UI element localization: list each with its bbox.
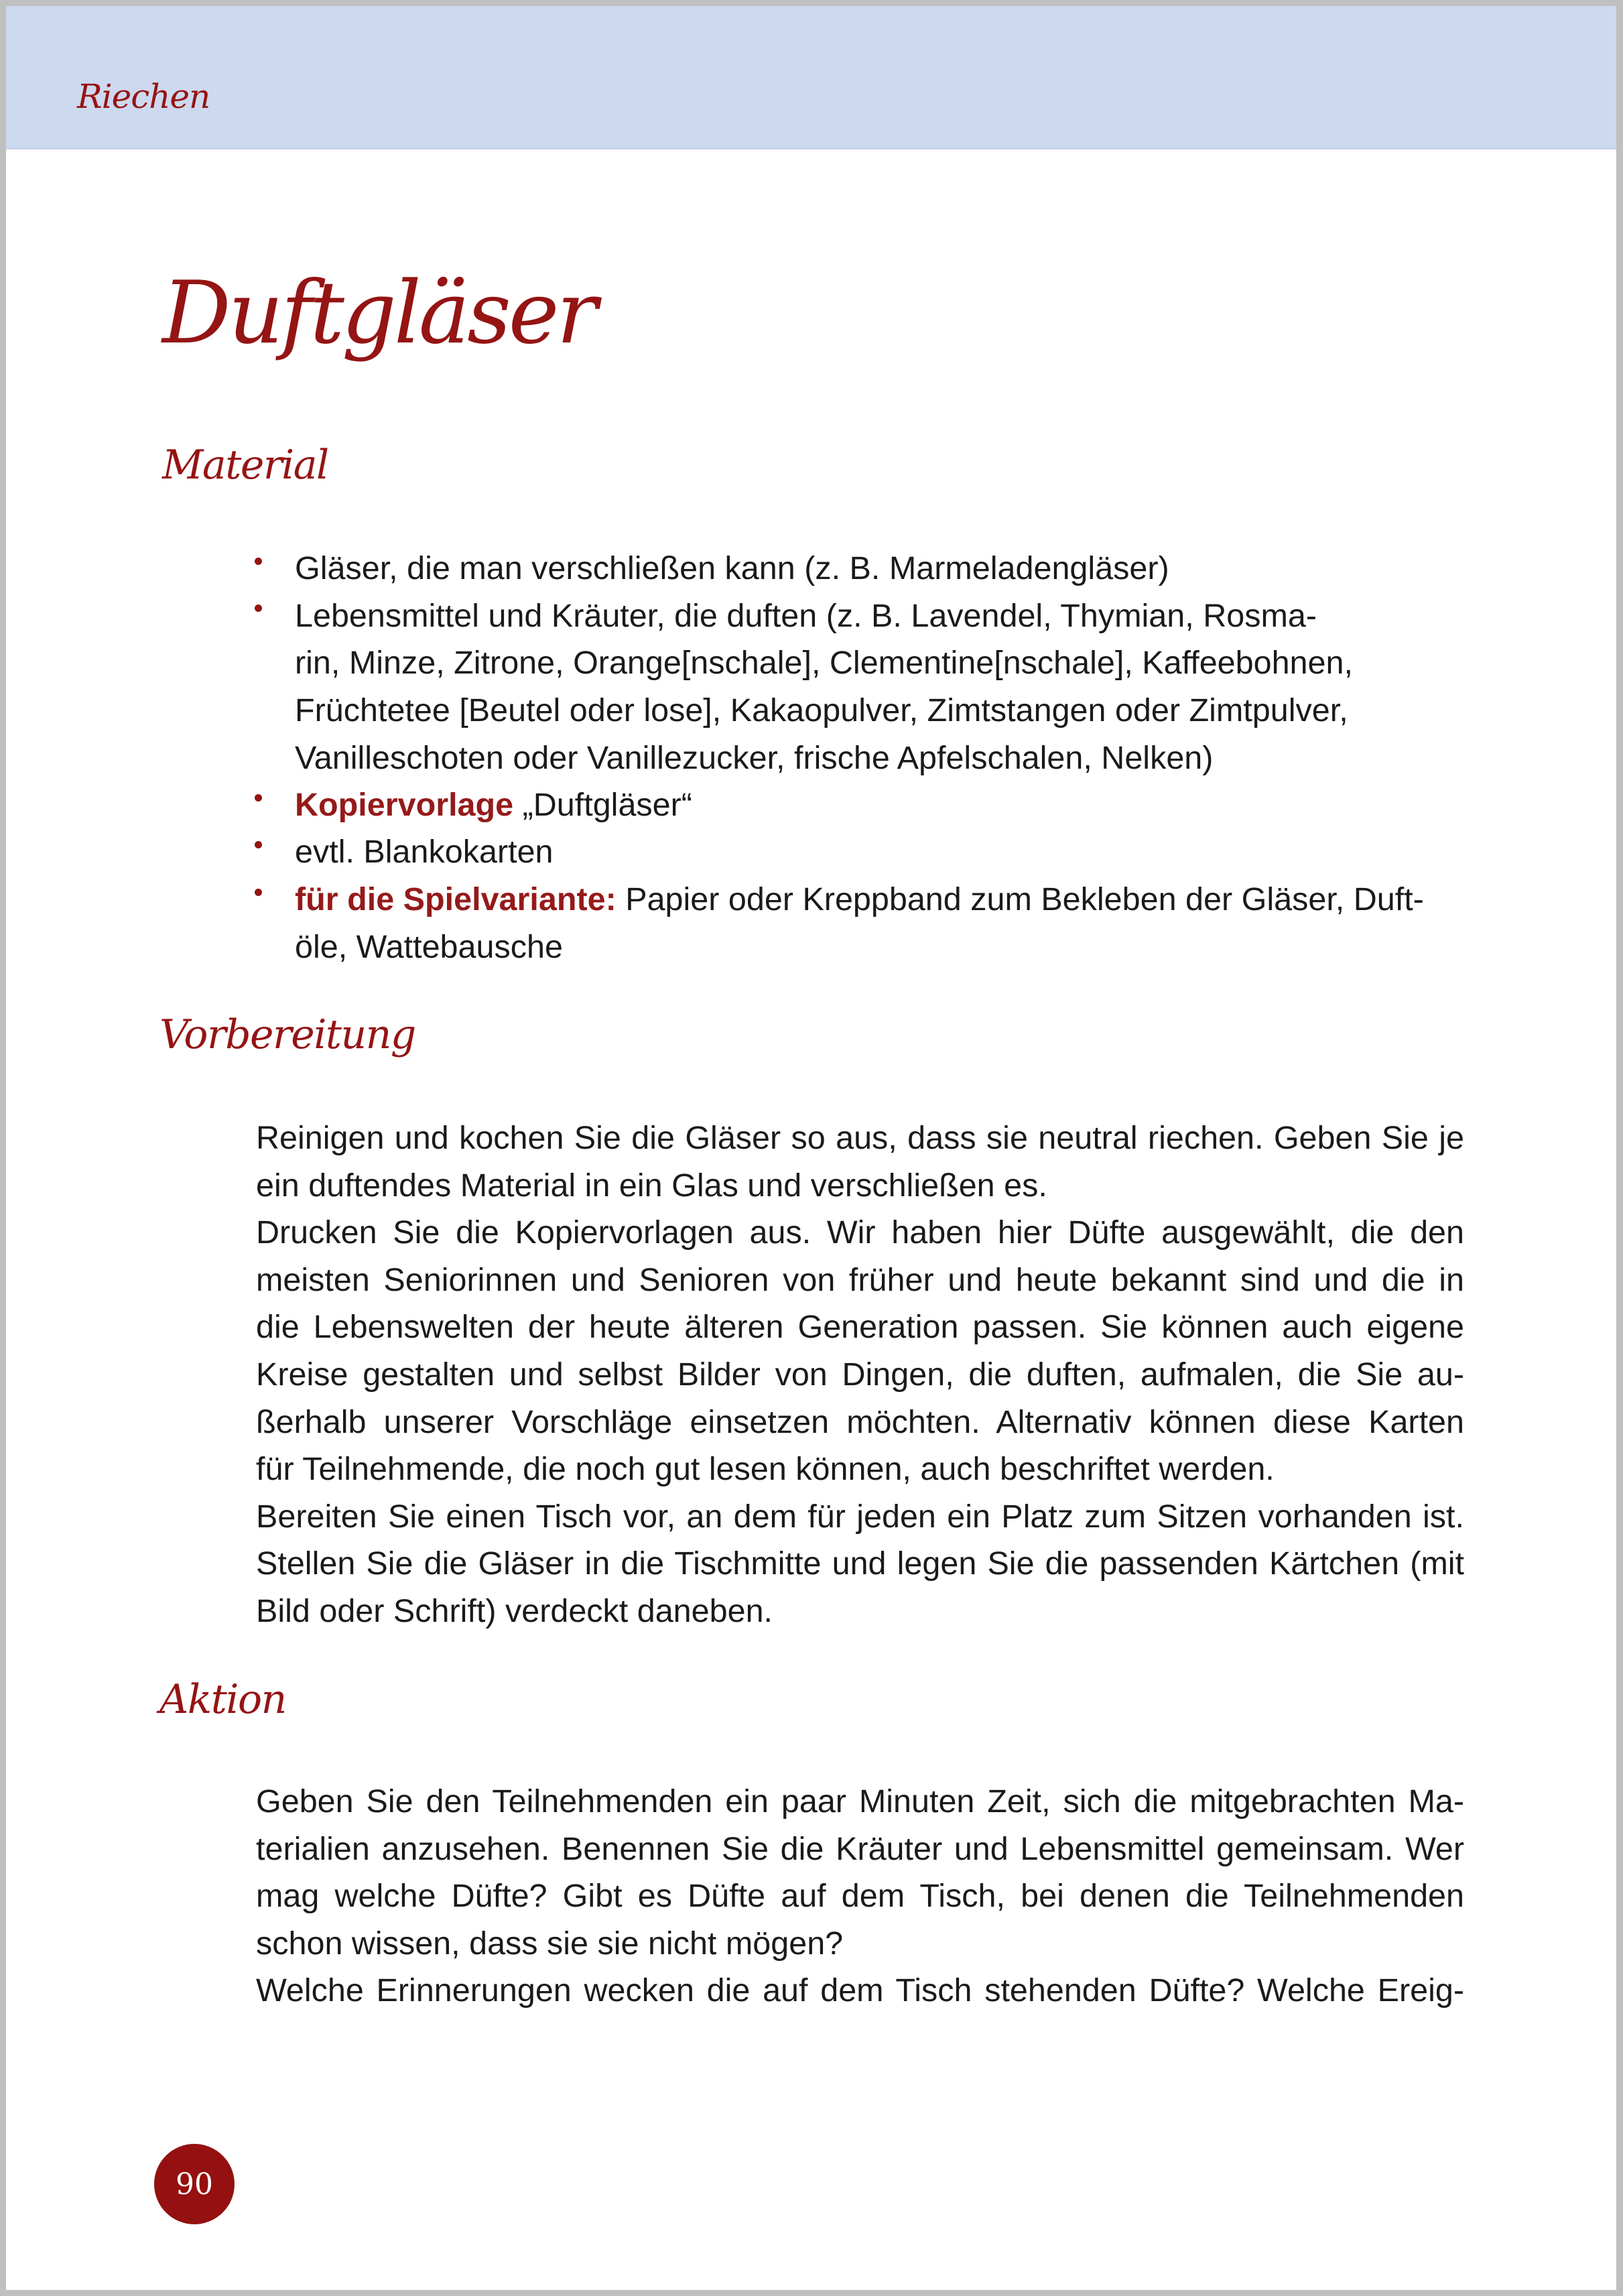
list-item: [295, 789, 692, 822]
spielvariante-label: für die Spielvariante:: [295, 881, 616, 917]
paragraph-line: ßerhalb unserer Vorschläge einsetzen möchten. Alternativ können diese Karten: [256, 1406, 1464, 1440]
bullet-icon: [255, 889, 262, 896]
paragraph-line: Reinigen und kochen Sie die Gläser so aus, dass sie neutral riechen. Geben Sie je: [256, 1122, 1464, 1156]
paragraph-line: für Teilnehmende, die noch gut lesen können, auch beschriftet werden.: [256, 1451, 1275, 1487]
paragraph-line: ein duftendes Material in ein Glas und verschließen es.: [256, 1167, 1047, 1204]
heading-aktion: Aktion: [159, 1676, 286, 1723]
paragraph-line: schon wissen, dass sie sie nicht mögen?: [256, 1925, 844, 1962]
bullet-icon: [255, 841, 262, 848]
list-item-line: Früchtetee [Beutel oder lose], Kakaopulver, Zimtstangen oder Zimtpulver,: [295, 692, 1348, 728]
page-number: 90: [176, 2167, 213, 2202]
kopiervorlage-label: Kopiervorlage: [295, 787, 514, 823]
page-number-badge: [154, 2144, 235, 2224]
paragraph-line: Drucken Sie die Kopiervorlagen aus. Wir haben hier Düfte ausgewählt, die den: [256, 1216, 1464, 1251]
list-item-line: Lebensmittel und Kräuter, die duften (z. B. Lavendel, Thymian, Rosma-: [295, 598, 1317, 634]
bullet-icon: [255, 604, 262, 612]
bullet-icon: [255, 794, 262, 802]
list-item: Gläser, die man verschließen kann (z. B. Marmeladengläser): [295, 550, 1169, 586]
running-head: Riechen: [77, 77, 210, 116]
paragraph-line: terialien anzusehen. Benennen Sie die Kräuter und Lebensmittel gemeinsam. Wer: [256, 1833, 1464, 1867]
paragraph-line: Bereiten Sie einen Tisch vor, an dem für jeden ein Platz zum Sitzen vorhanden ist.: [256, 1501, 1464, 1535]
header-band: [6, 6, 1616, 149]
paragraph-line: Kreise gestalten und selbst Bilder von Dingen, die duften, aufmalen, die Sie au-: [256, 1358, 1464, 1393]
list-item-line: öle, Wattebausche: [295, 929, 563, 965]
list-item-line: rin, Minze, Zitrone, Orange[nschale], Clementine[nschale], Kaffeebohnen,: [295, 645, 1353, 681]
list-item: evtl. Blankokarten: [295, 834, 554, 870]
heading-vorbereitung: Vorbereitung: [159, 1011, 415, 1058]
paragraph-line: Welche Erinnerungen wecken die auf dem Tisch stehenden Düfte? Welche Ereig-: [256, 1974, 1464, 2008]
paragraph-line: mag welche Düfte? Gibt es Düfte auf dem Tisch, bei denen die Teilnehmenden: [256, 1880, 1464, 1914]
bullet-icon: [255, 558, 262, 565]
list-item: [295, 883, 1424, 916]
list-item-line: Vanilleschoten oder Vanillezucker, frische Apfelschalen, Nelken): [295, 740, 1214, 776]
paragraph-line: die Lebenswelten der heute älteren Generation passen. Sie können auch eigene: [256, 1311, 1464, 1345]
paragraph-line: meisten Seniorinnen und Senioren von früher und heute bekannt sind und die in: [256, 1264, 1464, 1298]
heading-material: Material: [162, 442, 328, 489]
page-title: Duftgläser: [162, 263, 595, 363]
paragraph-line: Bild oder Schrift) verdeckt daneben.: [256, 1593, 773, 1629]
kopiervorlage-title: „Duftgläser“: [513, 787, 692, 823]
paragraph-line: Geben Sie den Teilnehmenden ein paar Minuten Zeit, sich die mitgebrachten Ma-: [256, 1785, 1464, 1820]
document-page: [6, 6, 1616, 2290]
paragraph-line: Stellen Sie die Gläser in die Tischmitte und legen Sie die passenden Kärtchen (mit: [256, 1547, 1464, 1582]
spielvariante-text: Papier oder Kreppband zum Bekleben der Gläser, Duft-: [616, 881, 1424, 917]
